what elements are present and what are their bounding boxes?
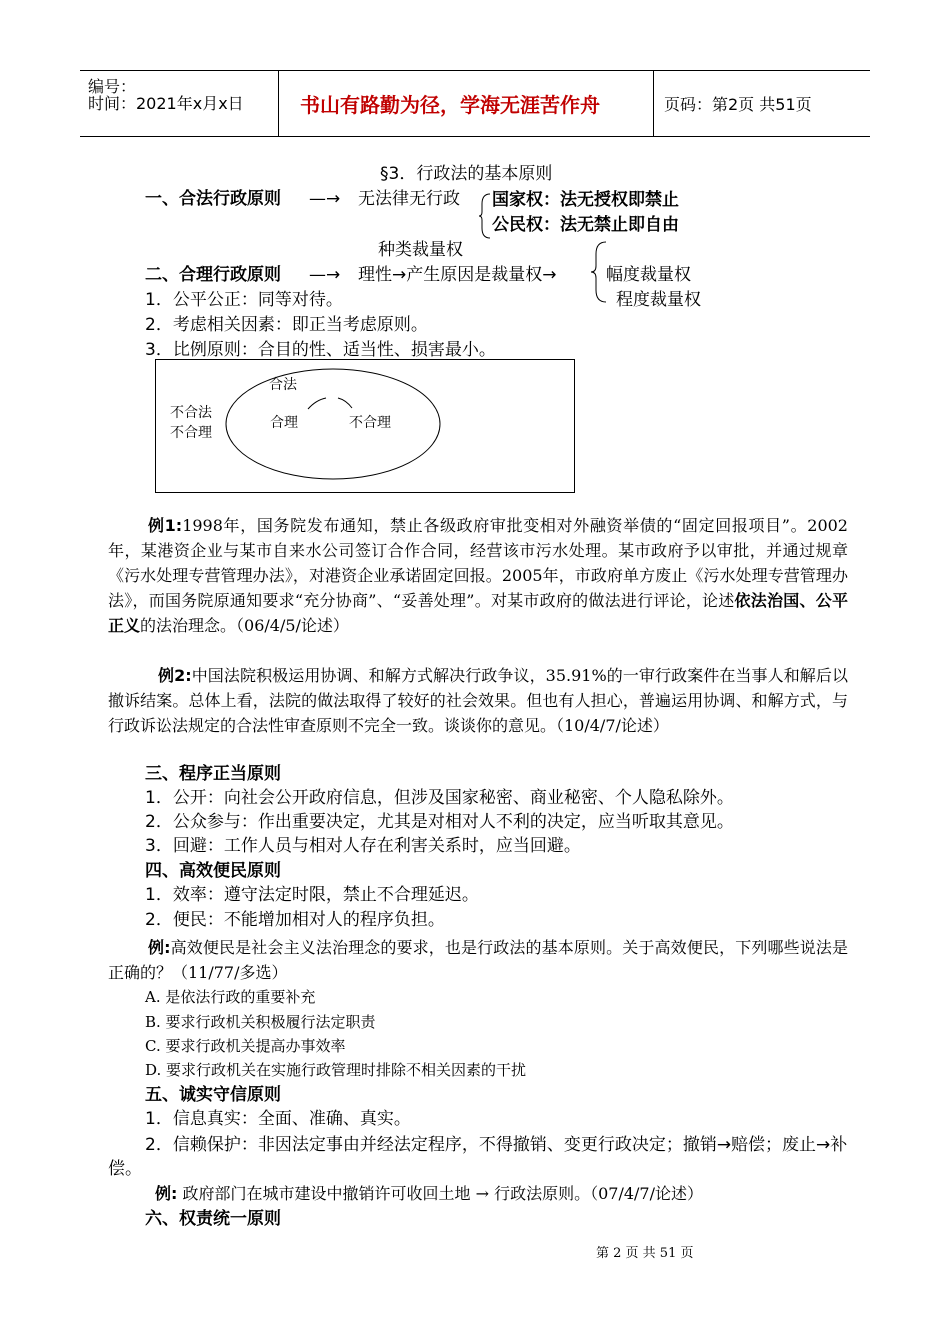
example-2-text: 中国法院积极运用协调、和解方式解决行政争议，35.91%的一审行政案件在当事人和解后以撤诉结案。总体上看，法院的做法取得了较好的社会效果。但也有人担心，普遍运用协调、和解方式，与行政诉讼法规定的合法性审查原则不完全一致。谈谈你的意见。（10/4/7/论述）: [108, 666, 848, 735]
principle-2-heading: 二、合理行政原则: [145, 265, 281, 285]
principle-1-brace: [478, 192, 492, 240]
principle-5-heading: 五、诚实守信原则: [145, 1085, 281, 1105]
principle-5-item-1: 1．信息真实：全面、准确、真实。: [145, 1109, 411, 1129]
principle-1-branch-citizen: 公民权：法无禁止即自由: [492, 215, 679, 235]
diagram-label-legal: 合法: [269, 377, 297, 393]
header-bottom-line: [80, 136, 870, 137]
option-c: C. 要求行政机关提高办事效率: [145, 1037, 346, 1055]
diagram-label-unreasonable-outer: 不合理: [170, 425, 212, 441]
principle-1-heading: 一、合法行政原则: [145, 189, 281, 209]
principle-6-heading: 六、权责统一原则: [145, 1209, 281, 1229]
discretion-kind-2: 幅度裁量权: [606, 265, 691, 285]
option-d: D. 要求行政机关在实施行政管理时排除不相关因素的干扰: [145, 1061, 527, 1079]
principle-2-note: 理性→产生原因是裁量权→: [358, 265, 557, 285]
principle-4-example-text: 高效便民是社会主义法治理念的要求，也是行政法的基本原则。关于高效便民，下列哪些说法是正确的？（11/77/多选）: [108, 938, 848, 982]
principle-1-note: 无法律无行政: [358, 189, 460, 209]
principle-5-example-lead: 例:: [155, 1184, 178, 1203]
discretion-kind-1: 种类裁量权: [378, 240, 463, 260]
principle-5-example-text: 政府部门在城市建设中撤销许可收回土地 → 行政法原则。（07/4/7/论述）: [182, 1184, 703, 1203]
principle-3-item-3: 3．回避：工作人员与相对人存在利害关系时，应当回避。: [145, 836, 581, 856]
footer-page-number: 第 2 页 共 51 页: [596, 1246, 694, 1261]
principle-3-item-2: 2．公众参与：作出重要决定，尤其是对相对人不利的决定，应当听取其意见。: [145, 812, 734, 832]
principle-4-item-1: 1．效率：遵守法定时限，禁止不合理延迟。: [145, 885, 479, 905]
example-1-emphasis: 依法治国、公平正义: [108, 591, 848, 635]
example-1-lead: 例1:: [148, 516, 183, 535]
header-top-line: [80, 70, 870, 71]
example-1: [108, 513, 848, 638]
principle-2-item-2: 2．考虑相关因素：即正当考虑原则。: [145, 315, 428, 335]
principle-4-heading: 四、高效便民原则: [145, 861, 281, 881]
discretion-kind-3: 程度裁量权: [616, 290, 701, 310]
principle-4-item-2: 2．便民：不能增加相对人的程序负担。: [145, 910, 445, 930]
principle-3-item-1: 1．公开：向社会公开政府信息，但涉及国家秘密、商业秘密、个人隐私除外。: [145, 788, 734, 808]
section-title: §3．行政法的基本原则: [380, 164, 553, 184]
principle-5-example: [155, 1183, 703, 1205]
header-divider-2: [653, 70, 654, 136]
option-a: A. 是依法行政的重要补充: [145, 988, 316, 1006]
principle-2-item-1: 1．公平公正：同等对待。: [145, 290, 343, 310]
principle-2-item-3: 3．比例原则：合目的性、适当性、损害最小。: [145, 340, 496, 360]
principle-4-example: [108, 935, 848, 985]
principle-1-arrow: —→: [309, 189, 341, 209]
option-b: B. 要求行政机关积极履行法定职责: [145, 1013, 376, 1031]
diagram-label-unreasonable-inner: 不合理: [349, 415, 391, 431]
header-page-info: 页码：第2页 共51页: [664, 95, 812, 114]
diagram-label-reasonable: 合理: [270, 415, 298, 431]
header-divider-1: [278, 70, 279, 136]
example-2-lead: 例2:: [158, 666, 192, 685]
legality-diagram: [155, 359, 575, 493]
example-1-text-b: 的法治理念。（06/4/5/论述）: [140, 616, 349, 635]
example-1-text-a: 1998年，国务院发布通知，禁止各级政府审批变相对外融资举债的“固定回报项目”。2002年，某港资企业与某市自来水公司签订合作合同，经营该市污水处理。某市政府予以审批，并通过规章《污水处理专营管理办法》，对港资企业承诺固定回报。2005年，市政府单方废止《污水处理专营管理办法》，而国务院原通知要求“充分协商”、“妥善处理”。对某市政府的做法进行评论，论述: [108, 516, 848, 610]
principle-1-branch-state: 国家权：法无授权即禁止: [492, 190, 679, 210]
principle-3-heading: 三、程序正当原则: [145, 764, 281, 784]
principle-4-example-lead: 例:: [148, 938, 171, 957]
diagram-label-illegal: 不合法: [170, 405, 212, 421]
principle-5-item-2: 2．信赖保护：非因法定事由并经法定程序，不得撤销、变更行政决定；撤销→赔偿；废止→补偿。: [108, 1135, 848, 1179]
principle-2-arrow: —→: [309, 265, 341, 285]
header-date-label: 时间：2021年x月x日: [88, 94, 244, 113]
header-motto: 书山有路勤为径，学海无涯苦作舟: [300, 93, 600, 117]
header-code-label: 编号：: [88, 77, 137, 96]
example-2: [108, 663, 848, 738]
